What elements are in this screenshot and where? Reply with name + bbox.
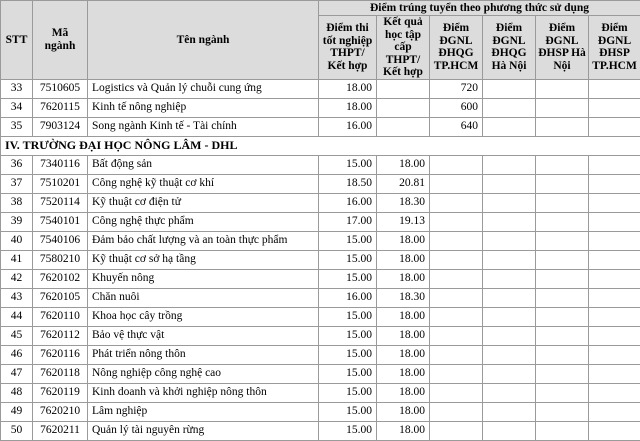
cell-dhsp-hn bbox=[536, 231, 589, 250]
cell-dgnl-hn bbox=[483, 288, 536, 307]
cell-dgnl-hcm: 600 bbox=[430, 98, 483, 117]
table-row bbox=[1, 117, 640, 136]
cell-dhsp-hcm bbox=[589, 98, 640, 117]
cell-dhsp-hn bbox=[536, 345, 589, 364]
cell-stt: 47 bbox=[1, 364, 33, 383]
cell-diem-hocba: 18.00 bbox=[377, 307, 430, 326]
cell-diem-thpt: 16.00 bbox=[319, 193, 377, 212]
cell-diem-hocba: 20.81 bbox=[377, 174, 430, 193]
cell-dgnl-hcm bbox=[430, 345, 483, 364]
cell-ten-nganh: Kỹ thuật cơ sở hạ tầng bbox=[88, 250, 319, 269]
cell-dhsp-hn bbox=[536, 117, 589, 136]
cell-ma-nganh: 7540106 bbox=[33, 231, 88, 250]
cell-diem-hocba: 18.00 bbox=[377, 364, 430, 383]
cell-diem-thpt: 16.00 bbox=[319, 288, 377, 307]
cell-diem-thpt: 15.00 bbox=[319, 155, 377, 174]
cell-ma-nganh: 7510605 bbox=[33, 79, 88, 98]
cell-dgnl-hcm: 720 bbox=[430, 79, 483, 98]
cell-stt: 50 bbox=[1, 421, 33, 440]
cell-stt: 45 bbox=[1, 326, 33, 345]
cell-diem-thpt: 15.00 bbox=[319, 307, 377, 326]
cell-diem-thpt: 18.00 bbox=[319, 79, 377, 98]
cell-ma-nganh: 7620102 bbox=[33, 269, 88, 288]
cell-dhsp-hcm bbox=[589, 288, 640, 307]
cell-dgnl-hcm bbox=[430, 402, 483, 421]
cell-dhsp-hcm bbox=[589, 383, 640, 402]
cell-dhsp-hcm bbox=[589, 345, 640, 364]
cell-diem-hocba bbox=[377, 117, 430, 136]
cell-diem-hocba: 18.30 bbox=[377, 193, 430, 212]
cell-diem-thpt: 15.00 bbox=[319, 326, 377, 345]
cell-diem-thpt: 15.00 bbox=[319, 269, 377, 288]
cell-dhsp-hcm bbox=[589, 421, 640, 440]
cell-dgnl-hn bbox=[483, 402, 536, 421]
cell-dhsp-hcm bbox=[589, 231, 640, 250]
cell-ma-nganh: 7620115 bbox=[33, 98, 88, 117]
cell-stt: 37 bbox=[1, 174, 33, 193]
cell-dgnl-hn bbox=[483, 174, 536, 193]
cell-ten-nganh: Bất động sản bbox=[88, 155, 319, 174]
table-row bbox=[1, 193, 640, 212]
cell-ma-nganh: 7540101 bbox=[33, 212, 88, 231]
cell-ten-nganh: Phát triển nông thôn bbox=[88, 345, 319, 364]
cell-stt: 36 bbox=[1, 155, 33, 174]
cell-stt: 42 bbox=[1, 269, 33, 288]
cell-diem-hocba: 18.00 bbox=[377, 383, 430, 402]
cell-dhsp-hcm bbox=[589, 250, 640, 269]
cell-diem-thpt: 15.00 bbox=[319, 421, 377, 440]
cell-ten-nganh: Bảo vệ thực vật bbox=[88, 326, 319, 345]
cell-diem-thpt: 18.00 bbox=[319, 98, 377, 117]
table-row bbox=[1, 383, 640, 402]
cell-dgnl-hn bbox=[483, 193, 536, 212]
header-ten-nganh: Tên ngành bbox=[88, 1, 319, 80]
cell-dhsp-hcm bbox=[589, 212, 640, 231]
table-row bbox=[1, 250, 640, 269]
header-ma-nganh: Mã ngành bbox=[33, 1, 88, 80]
cell-ten-nganh: Chăn nuôi bbox=[88, 288, 319, 307]
cell-dgnl-hcm bbox=[430, 288, 483, 307]
cell-dgnl-hn bbox=[483, 231, 536, 250]
cell-diem-hocba: 18.00 bbox=[377, 231, 430, 250]
cell-dhsp-hcm bbox=[589, 174, 640, 193]
cell-stt: 41 bbox=[1, 250, 33, 269]
cell-stt: 35 bbox=[1, 117, 33, 136]
table-row bbox=[1, 326, 640, 345]
cell-ten-nganh: Kinh doanh và khởi nghiệp nông thôn bbox=[88, 383, 319, 402]
cell-dhsp-hn bbox=[536, 98, 589, 117]
cell-diem-hocba: 18.00 bbox=[377, 250, 430, 269]
cell-dgnl-hcm bbox=[430, 307, 483, 326]
cell-ma-nganh: 7903124 bbox=[33, 117, 88, 136]
cell-ma-nganh: 7620116 bbox=[33, 345, 88, 364]
table-row bbox=[1, 345, 640, 364]
cell-dhsp-hn bbox=[536, 307, 589, 326]
cell-ma-nganh: 7520114 bbox=[33, 193, 88, 212]
cell-dgnl-hcm bbox=[430, 421, 483, 440]
cell-stt: 33 bbox=[1, 79, 33, 98]
cell-ma-nganh: 7620211 bbox=[33, 421, 88, 440]
cell-ten-nganh: Nông nghiệp công nghệ cao bbox=[88, 364, 319, 383]
cell-diem-thpt: 15.00 bbox=[319, 402, 377, 421]
cell-dgnl-hn bbox=[483, 117, 536, 136]
cell-ten-nganh: Đảm bảo chất lượng và an toàn thực phẩm bbox=[88, 231, 319, 250]
cell-dgnl-hn bbox=[483, 421, 536, 440]
table-body bbox=[1, 79, 640, 440]
cell-dgnl-hcm bbox=[430, 383, 483, 402]
cell-diem-hocba: 18.00 bbox=[377, 402, 430, 421]
cell-stt: 43 bbox=[1, 288, 33, 307]
header-group-title: Điểm trúng tuyển theo phương thức sử dụng bbox=[319, 1, 640, 16]
cell-dhsp-hn bbox=[536, 79, 589, 98]
cell-dhsp-hcm bbox=[589, 307, 640, 326]
cell-diem-thpt: 15.00 bbox=[319, 383, 377, 402]
cell-ma-nganh: 7580210 bbox=[33, 250, 88, 269]
cell-dgnl-hn bbox=[483, 79, 536, 98]
table-row bbox=[1, 288, 640, 307]
table-row bbox=[1, 79, 640, 98]
table-row bbox=[1, 421, 640, 440]
cell-dgnl-hcm bbox=[430, 326, 483, 345]
cell-dgnl-hn bbox=[483, 364, 536, 383]
cell-diem-hocba: 18.00 bbox=[377, 421, 430, 440]
cell-dgnl-hn bbox=[483, 345, 536, 364]
cell-dgnl-hcm: 640 bbox=[430, 117, 483, 136]
cell-dgnl-hcm bbox=[430, 193, 483, 212]
table-row bbox=[1, 155, 640, 174]
table-row bbox=[1, 269, 640, 288]
cell-ten-nganh: Khuyến nông bbox=[88, 269, 319, 288]
cell-stt: 38 bbox=[1, 193, 33, 212]
table-row bbox=[1, 402, 640, 421]
header-method-dgnl-hcm: Điểm ĐGNL ĐHQG TP.HCM bbox=[430, 16, 483, 80]
cell-dhsp-hn bbox=[536, 269, 589, 288]
cell-dgnl-hn bbox=[483, 326, 536, 345]
cell-dhsp-hn bbox=[536, 326, 589, 345]
cell-stt: 48 bbox=[1, 383, 33, 402]
cell-dhsp-hcm bbox=[589, 364, 640, 383]
header-method-dgnl-hn: Điểm ĐGNL ĐHQG Hà Nội bbox=[483, 16, 536, 80]
cell-dhsp-hcm bbox=[589, 117, 640, 136]
cell-ten-nganh: Công nghệ thực phẩm bbox=[88, 212, 319, 231]
cell-diem-hocba: 19.13 bbox=[377, 212, 430, 231]
cell-dgnl-hn bbox=[483, 383, 536, 402]
cell-ten-nganh: Song ngành Kinh tế - Tài chính bbox=[88, 117, 319, 136]
cell-dgnl-hcm bbox=[430, 250, 483, 269]
cell-dgnl-hn bbox=[483, 250, 536, 269]
cell-ten-nganh: Kinh tế nông nghiệp bbox=[88, 98, 319, 117]
header-method-dhsp-hn: Điểm ĐGNL ĐHSP Hà Nội bbox=[536, 16, 589, 80]
cell-ma-nganh: 7620105 bbox=[33, 288, 88, 307]
section-header-row bbox=[1, 136, 640, 155]
cell-dhsp-hn bbox=[536, 421, 589, 440]
cell-ten-nganh: Logistics và Quản lý chuỗi cung ứng bbox=[88, 79, 319, 98]
cell-ten-nganh: Kỹ thuật cơ điện tử bbox=[88, 193, 319, 212]
cell-dgnl-hn bbox=[483, 269, 536, 288]
cell-dgnl-hcm bbox=[430, 231, 483, 250]
cell-diem-thpt: 18.50 bbox=[319, 174, 377, 193]
cell-dgnl-hn bbox=[483, 307, 536, 326]
cell-ma-nganh: 7620210 bbox=[33, 402, 88, 421]
cell-ten-nganh: Lâm nghiệp bbox=[88, 402, 319, 421]
section-title: IV. TRƯỜNG ĐẠI HỌC NÔNG LÂM - DHL bbox=[1, 136, 640, 155]
cell-ma-nganh: 7340116 bbox=[33, 155, 88, 174]
cell-dhsp-hcm bbox=[589, 155, 640, 174]
cell-diem-hocba: 18.30 bbox=[377, 288, 430, 307]
cell-dhsp-hcm bbox=[589, 79, 640, 98]
cell-dhsp-hn bbox=[536, 288, 589, 307]
cell-diem-hocba bbox=[377, 98, 430, 117]
cell-dhsp-hcm bbox=[589, 269, 640, 288]
cell-ten-nganh: Quản lý tài nguyên rừng bbox=[88, 421, 319, 440]
cell-ma-nganh: 7620110 bbox=[33, 307, 88, 326]
cell-dhsp-hcm bbox=[589, 326, 640, 345]
cell-dhsp-hn bbox=[536, 155, 589, 174]
cell-dgnl-hcm bbox=[430, 174, 483, 193]
cell-diem-hocba: 18.00 bbox=[377, 269, 430, 288]
table-row bbox=[1, 307, 640, 326]
cell-diem-thpt: 15.00 bbox=[319, 364, 377, 383]
cell-ma-nganh: 7620112 bbox=[33, 326, 88, 345]
cell-dgnl-hcm bbox=[430, 212, 483, 231]
table-row bbox=[1, 98, 640, 117]
cell-stt: 40 bbox=[1, 231, 33, 250]
cell-dhsp-hn bbox=[536, 250, 589, 269]
header-method-dhsp-hcm: Điểm ĐGNL ĐHSP TP.HCM bbox=[589, 16, 640, 80]
cell-stt: 34 bbox=[1, 98, 33, 117]
cell-dhsp-hn bbox=[536, 364, 589, 383]
cell-ten-nganh: Công nghệ kỹ thuật cơ khí bbox=[88, 174, 319, 193]
cell-stt: 39 bbox=[1, 212, 33, 231]
cell-dhsp-hn bbox=[536, 402, 589, 421]
cell-ten-nganh: Khoa học cây trồng bbox=[88, 307, 319, 326]
cell-stt: 46 bbox=[1, 345, 33, 364]
cell-diem-hocba: 18.00 bbox=[377, 345, 430, 364]
cell-stt: 44 bbox=[1, 307, 33, 326]
cell-dgnl-hcm bbox=[430, 155, 483, 174]
table-row bbox=[1, 174, 640, 193]
header-stt: STT bbox=[1, 1, 33, 80]
cell-dhsp-hcm bbox=[589, 402, 640, 421]
cell-dhsp-hn bbox=[536, 383, 589, 402]
cell-ma-nganh: 7620119 bbox=[33, 383, 88, 402]
cell-dgnl-hn bbox=[483, 212, 536, 231]
cell-diem-hocba bbox=[377, 79, 430, 98]
cell-dgnl-hcm bbox=[430, 364, 483, 383]
cell-diem-thpt: 15.00 bbox=[319, 231, 377, 250]
cell-diem-thpt: 15.00 bbox=[319, 345, 377, 364]
table-row bbox=[1, 364, 640, 383]
cell-diem-hocba: 18.00 bbox=[377, 326, 430, 345]
cell-ma-nganh: 7620118 bbox=[33, 364, 88, 383]
cell-stt: 49 bbox=[1, 402, 33, 421]
cell-diem-thpt: 15.00 bbox=[319, 250, 377, 269]
cell-dhsp-hn bbox=[536, 212, 589, 231]
cell-dgnl-hn bbox=[483, 98, 536, 117]
cell-diem-thpt: 17.00 bbox=[319, 212, 377, 231]
cell-diem-thpt: 16.00 bbox=[319, 117, 377, 136]
cell-dgnl-hcm bbox=[430, 269, 483, 288]
cell-dhsp-hn bbox=[536, 174, 589, 193]
cell-dhsp-hn bbox=[536, 193, 589, 212]
header-method-hocba: Kết quả học tập cấp THPT/ Kết hợp bbox=[377, 16, 430, 80]
table-row bbox=[1, 212, 640, 231]
cell-ma-nganh: 7510201 bbox=[33, 174, 88, 193]
cell-dgnl-hn bbox=[483, 155, 536, 174]
cell-dhsp-hcm bbox=[589, 193, 640, 212]
table-row bbox=[1, 231, 640, 250]
header-method-thpt: Điểm thi tốt nghiệp THPT/ Kết hợp bbox=[319, 16, 377, 80]
cell-diem-hocba: 18.00 bbox=[377, 155, 430, 174]
